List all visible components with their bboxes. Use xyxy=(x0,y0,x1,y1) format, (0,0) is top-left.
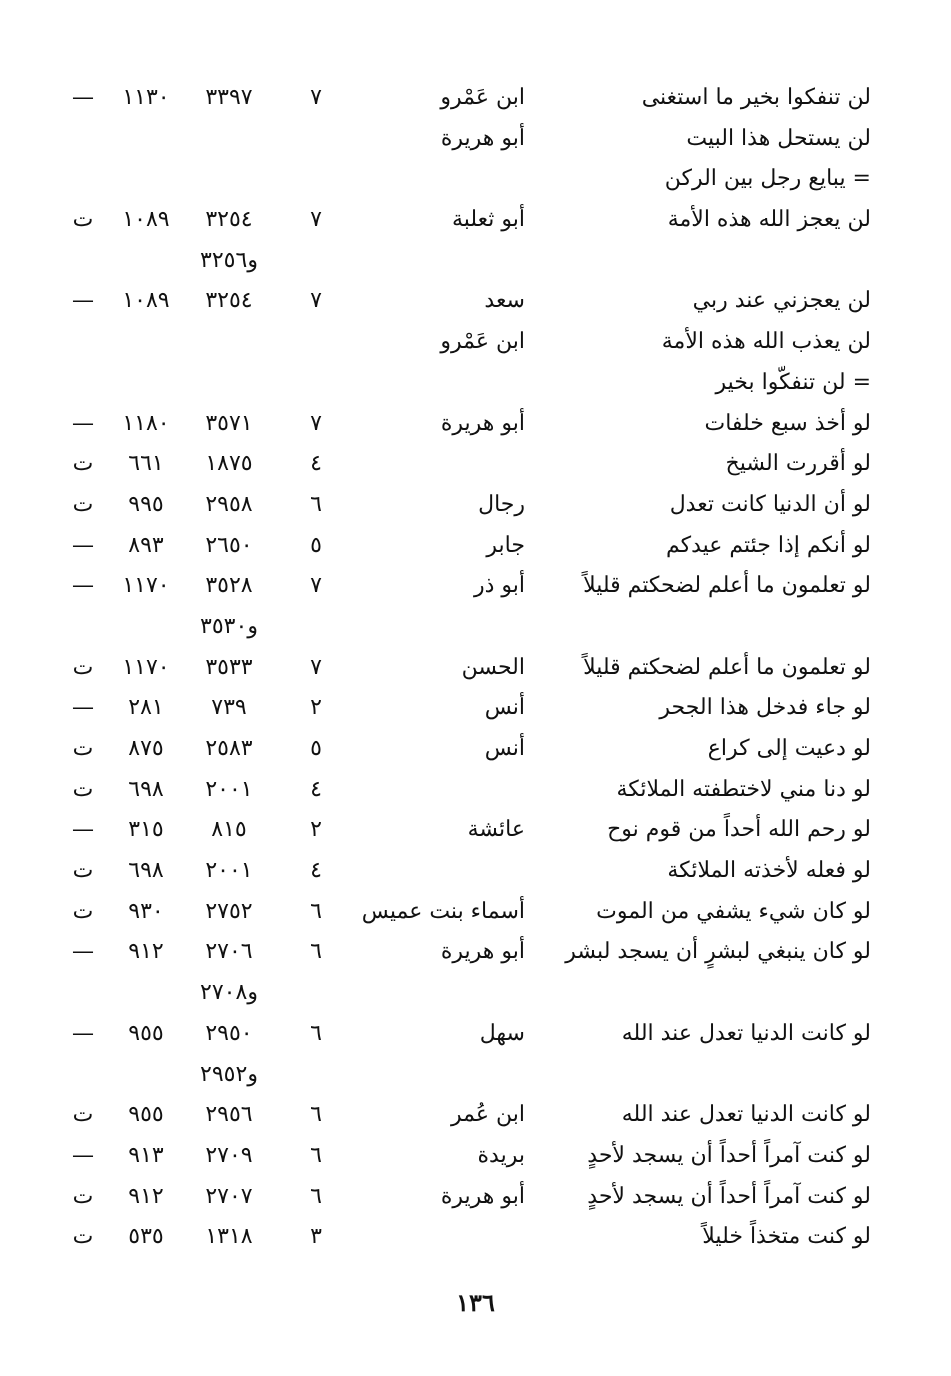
hadith-text: لو كان ينبغي لبشرٍ أن يسجد لبشر xyxy=(565,939,871,965)
page-reference: ٦٩٨ xyxy=(128,776,164,802)
table-row xyxy=(71,770,871,811)
table-row xyxy=(71,119,871,160)
page-reference: ١١٧٠ xyxy=(122,573,170,599)
grade-mark: — xyxy=(72,939,94,965)
hadith-number: ١٨٧٥ xyxy=(205,451,253,477)
grade-mark: — xyxy=(72,85,94,110)
hadith-text: = يبايع رجل بين الركن xyxy=(664,166,871,192)
narrator-name: ابن عَمْرو xyxy=(440,85,525,110)
narrator-name: أبو ثعلبة xyxy=(451,207,525,233)
hadith-text: لو أقررت الشيخ xyxy=(725,451,871,477)
hadith-number: و٢٧٠٨ xyxy=(200,980,258,1006)
table-row xyxy=(71,851,871,892)
page-reference: ١١٧٠ xyxy=(122,654,170,680)
hadith-text: لو دعيت إلى كراع xyxy=(707,736,871,761)
hadith-index-table xyxy=(71,78,871,1258)
hadith-text: لن يعجزني عند ربي xyxy=(692,288,871,314)
table-row xyxy=(71,281,871,322)
volume-number: ٥ xyxy=(310,736,322,761)
table-row xyxy=(71,1136,871,1177)
volume-number: ٧ xyxy=(310,654,322,680)
volume-number: ٧ xyxy=(310,85,322,110)
table-row xyxy=(71,810,871,851)
grade-mark: ت xyxy=(72,491,94,517)
page-reference: ١٠٨٩ xyxy=(122,207,170,233)
grade-mark: ت xyxy=(72,451,94,477)
grade-mark: — xyxy=(72,573,94,599)
narrator-name: أبو هريرة xyxy=(440,939,525,965)
hadith-text: لن يعجز الله هذه الأمة xyxy=(667,207,871,233)
page-reference: ٩٣٠ xyxy=(128,898,164,924)
narrator-name: أنس xyxy=(484,736,525,761)
page-reference: ٣١٥ xyxy=(128,817,164,843)
table-row xyxy=(71,159,871,200)
volume-number: ٥ xyxy=(310,532,322,558)
page-reference: ٢٨١ xyxy=(128,695,164,721)
hadith-number: ٢٩٥٦ xyxy=(205,1102,253,1128)
hadith-text: لو كنت آمراً أحداً أن يسجد لأحدٍ xyxy=(587,1142,871,1168)
table-row xyxy=(71,322,871,363)
narrator-name: أبو هريرة xyxy=(440,410,525,436)
page-reference: ١١٣٠ xyxy=(122,85,170,110)
page-reference: ٩١٢ xyxy=(128,1183,164,1209)
table-row xyxy=(71,932,871,973)
table-row xyxy=(71,1095,871,1136)
volume-number: ٢ xyxy=(310,817,322,843)
page-reference: ١١٨٠ xyxy=(122,410,170,436)
hadith-number: ٣٥٧١ xyxy=(205,410,253,436)
grade-mark: — xyxy=(72,532,94,558)
hadith-number: ٣٢٥٤ xyxy=(205,288,253,314)
narrator-name: رجال xyxy=(478,491,525,517)
table-row xyxy=(71,200,871,241)
volume-number: ٧ xyxy=(310,288,322,314)
volume-number: ٦ xyxy=(310,1020,322,1046)
volume-number: ٤ xyxy=(310,858,322,884)
hadith-number: ٣٥٣٣ xyxy=(205,654,253,680)
table-row xyxy=(71,607,871,648)
narrator-name: أبو هريرة xyxy=(440,125,525,151)
table-row xyxy=(71,241,871,282)
narrator-name: أسماء بنت عميس xyxy=(361,898,525,924)
hadith-text: لو جاء فدخل هذا الجحر xyxy=(659,695,871,721)
table-row xyxy=(71,688,871,729)
narrator-name: سهل xyxy=(479,1020,525,1046)
narrator-name: أبو ذر xyxy=(473,573,525,599)
grade-mark: ت xyxy=(72,736,94,761)
hadith-text: لن يستحل هذا البيت xyxy=(686,125,871,151)
table-row xyxy=(71,78,871,119)
hadith-number: ١٣١٨ xyxy=(205,1224,253,1250)
narrator-name: عائشة xyxy=(467,817,525,843)
grade-mark: ت xyxy=(72,1183,94,1209)
grade-mark: ت xyxy=(72,898,94,924)
grade-mark: ت xyxy=(72,654,94,680)
hadith-number: و٣٢٥٦ xyxy=(200,247,258,273)
volume-number: ٦ xyxy=(310,491,322,517)
page-reference: ٩٩٥ xyxy=(128,491,164,517)
page-reference: ٦٩٨ xyxy=(128,858,164,884)
hadith-text: لو دنا مني لاختطفته الملائكة xyxy=(616,776,871,802)
hadith-number: ٧٣٩ xyxy=(211,695,247,721)
hadith-number: و٣٥٣٠ xyxy=(200,613,258,639)
grade-mark: ت xyxy=(72,776,94,802)
grade-mark: ت xyxy=(72,858,94,884)
table-row xyxy=(71,404,871,445)
narrator-name: ابن عَمْرو xyxy=(440,329,525,355)
page-number: ١٣٦ xyxy=(456,1288,495,1317)
hadith-number: ٨١٥ xyxy=(211,817,247,843)
volume-number: ٧ xyxy=(310,410,322,436)
volume-number: ٣ xyxy=(310,1224,322,1250)
table-row xyxy=(71,1177,871,1218)
table-row xyxy=(71,1217,871,1258)
grade-mark: — xyxy=(72,1020,94,1046)
grade-mark: ت xyxy=(72,1102,94,1128)
volume-number: ٦ xyxy=(310,939,322,965)
hadith-number: ٣٥٢٨ xyxy=(205,573,253,599)
hadith-text: لو تعلمون ما أعلم لضحكتم قليلاً xyxy=(583,573,871,599)
table-row xyxy=(71,1014,871,1055)
hadith-text: لو فعله لأخذته الملائكة xyxy=(667,858,871,884)
table-row xyxy=(71,566,871,607)
page-reference: ٦٦١ xyxy=(128,451,164,477)
narrator-name: بريدة xyxy=(477,1142,525,1168)
hadith-number: ٣٢٥٤ xyxy=(205,207,253,233)
table-row xyxy=(71,973,871,1014)
hadith-number: ٢٠٠١ xyxy=(205,858,253,884)
hadith-number: ٢٧٠٩ xyxy=(205,1142,253,1168)
volume-number: ٤ xyxy=(310,776,322,802)
hadith-number: ٢٩٥٠ xyxy=(205,1020,253,1046)
grade-mark: — xyxy=(72,410,94,436)
hadith-text: لن يعذب الله هذه الأمة xyxy=(661,329,871,355)
hadith-text: لو أخذ سبع خلفات xyxy=(704,410,871,436)
grade-mark: — xyxy=(72,695,94,721)
table-row xyxy=(71,363,871,404)
hadith-text: لن تنفكوا بخير ما استغنى xyxy=(641,85,871,110)
page-reference: ٩١٢ xyxy=(128,939,164,965)
table-row xyxy=(71,444,871,485)
hadith-number: و٢٩٥٢ xyxy=(200,1061,258,1087)
volume-number: ٤ xyxy=(310,451,322,477)
table-row xyxy=(71,648,871,689)
volume-number: ٧ xyxy=(310,573,322,599)
grade-mark: ت xyxy=(72,1224,94,1250)
hadith-number: ٢٥٨٣ xyxy=(205,736,253,761)
page-reference: ٩١٣ xyxy=(128,1142,164,1168)
grade-mark: — xyxy=(72,288,94,314)
grade-mark: ت xyxy=(72,207,94,233)
hadith-text: لو كانت الدنيا تعدل عند الله xyxy=(621,1102,871,1128)
hadith-number: ٢٠٠١ xyxy=(205,776,253,802)
hadith-text: لو رحم الله أحداً من قوم نوح xyxy=(607,817,871,843)
table-row xyxy=(71,892,871,933)
volume-number: ٧ xyxy=(310,207,322,233)
page-reference: ٩٥٥ xyxy=(128,1102,164,1128)
volume-number: ٦ xyxy=(310,1142,322,1168)
grade-mark: — xyxy=(72,1142,94,1168)
narrator-name: أنس xyxy=(484,695,525,721)
volume-number: ٦ xyxy=(310,1183,322,1209)
page-reference: ٨٩٣ xyxy=(128,532,164,558)
hadith-number: ٢٧٠٧ xyxy=(205,1183,253,1209)
hadith-number: ٣٣٩٧ xyxy=(205,85,253,110)
narrator-name: سعد xyxy=(484,288,525,314)
page-reference: ٨٧٥ xyxy=(128,736,164,761)
hadith-text: لو أن الدنيا كانت تعدل xyxy=(669,491,871,517)
hadith-text: لو تعلمون ما أعلم لضحكتم قليلاً xyxy=(583,654,871,680)
table-row xyxy=(71,485,871,526)
page-reference: ١٠٨٩ xyxy=(122,288,170,314)
hadith-text: لو كنت آمراً أحداً أن يسجد لأحدٍ xyxy=(587,1183,871,1209)
hadith-text: لو كانت الدنيا تعدل عند الله xyxy=(621,1020,871,1046)
hadith-text: لو أنكم إذا جئتم عيدكم xyxy=(665,532,871,558)
volume-number: ٦ xyxy=(310,898,322,924)
volume-number: ٢ xyxy=(310,695,322,721)
hadith-text: لو كنت متخذاً خليلاً xyxy=(702,1224,871,1250)
grade-mark: — xyxy=(72,817,94,843)
hadith-number: ٢٩٥٨ xyxy=(205,491,253,517)
hadith-number: ٢٧٠٦ xyxy=(205,939,253,965)
page-reference: ٩٥٥ xyxy=(128,1020,164,1046)
page-reference: ٥٣٥ xyxy=(128,1224,164,1250)
table-row xyxy=(71,1055,871,1096)
hadith-text: لو كان شيء يشفي من الموت xyxy=(596,898,871,924)
hadith-number: ٢٧٥٢ xyxy=(205,898,253,924)
narrator-name: ابن عُمر xyxy=(451,1102,525,1128)
hadith-text: = لن تنفكّوا بخير xyxy=(715,369,871,395)
table-row xyxy=(71,729,871,770)
volume-number: ٦ xyxy=(310,1102,322,1128)
hadith-number: ٢٦٥٠ xyxy=(205,532,253,558)
narrator-name: أبو هريرة xyxy=(440,1183,525,1209)
table-row xyxy=(71,526,871,567)
narrator-name: جابر xyxy=(486,532,525,558)
narrator-name: الحسن xyxy=(461,654,525,680)
